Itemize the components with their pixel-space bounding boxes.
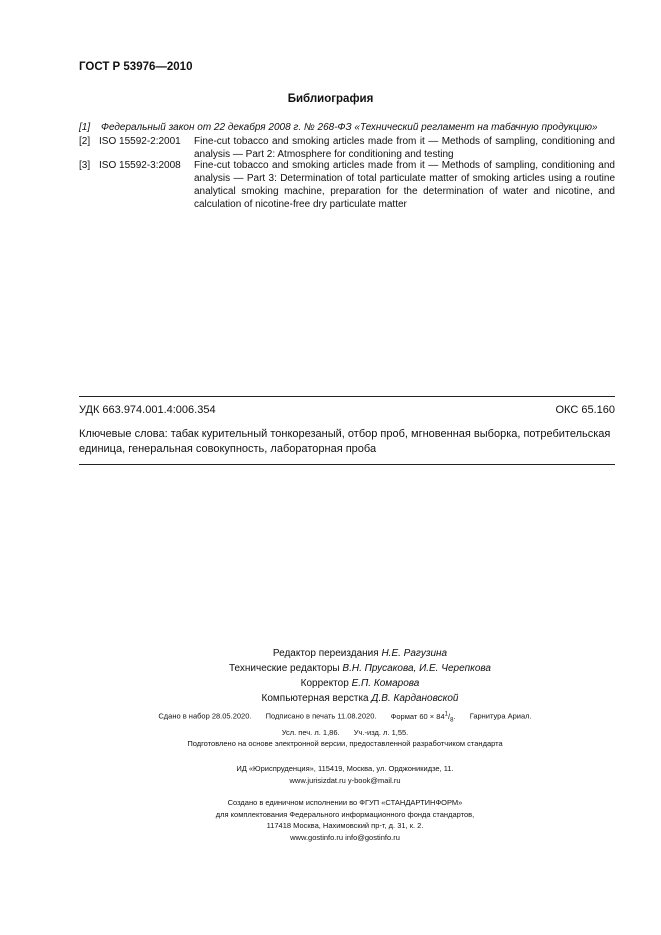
publisher-address: ИД «Юриспруденция», 115419, Москва, ул. Орджоникидзе, 11. <box>236 764 454 773</box>
publication-line-2 <box>100 727 590 739</box>
typeface: Гарнитура Ариал. <box>469 711 532 721</box>
edit-sheets: Уч.-изд. л. 1,55. <box>353 727 409 737</box>
tech-editors-names: В.Н. Прусакова, И.Е. Черепкова <box>342 663 491 674</box>
publisher-info <box>100 763 590 786</box>
entry-text: Fine-cut tobacco and smoking articles made from it — Methods of sampling, conditioning and analysis — Part 2: Atmosphere for conditioning and testing <box>194 136 615 160</box>
publisher-contacts <box>100 775 590 787</box>
typeset-date: Сдано в набор 28.05.2020. <box>158 711 252 721</box>
tech-editors-line <box>180 661 540 676</box>
udk-code: УДК 663.974.001.4:006.354 <box>79 404 216 416</box>
bibliography-title: Библиография <box>287 93 374 105</box>
printer-line-2: для комплектования Федерального информационного фонда стандартов, <box>215 809 475 819</box>
entry-code: ISO 15592-2:2001 <box>99 136 181 147</box>
bibliography-entry-1 <box>79 121 615 134</box>
editor-line <box>180 646 540 661</box>
tech-editors-label: Технические редакторы <box>228 663 340 674</box>
publication-info <box>100 709 590 738</box>
prepared-note: Подготовлено на основе электронной версии, предоставленной разработчиком стандарта <box>187 739 503 748</box>
keywords: Ключевые слова: табак курительный тонкорезаный, отбор проб, мгновенная выборка, потребительская единица, генеральная совокупность, лабораторная проба <box>79 428 611 455</box>
printer-site: www.gostinfo.ru <box>290 832 344 842</box>
entry-number: [2] <box>79 136 91 147</box>
signed-date: Подписано в печать 11.08.2020. <box>265 711 377 721</box>
entry-number: [1] <box>79 122 91 133</box>
layout-line <box>180 691 540 706</box>
standard-code: ГОСТ Р 53976—2010 <box>79 61 193 73</box>
layout-name: Д.В. Кардановской <box>371 693 459 704</box>
printer-address: 117418 Москва, Нахимовский пр-т, д. 31, к. 2. <box>266 821 424 830</box>
credits-block <box>180 646 540 706</box>
printer-line-1: Создано в единичном исполнении во ФГУП «СТАНДАРТИНФОРМ» <box>227 798 463 807</box>
divider-bottom <box>79 464 615 465</box>
printer-email: info@gostinfo.ru <box>345 832 400 842</box>
corrector-line <box>180 676 540 691</box>
corrector-label: Корректор <box>300 678 349 689</box>
bibliography-entry-2 <box>79 135 615 161</box>
print-sheets: Усл. печ. л. 1,86. <box>281 727 340 737</box>
printer-contacts <box>100 832 590 844</box>
entry-code: ISO 15592-3:2008 <box>99 160 181 171</box>
entry-number: [3] <box>79 160 91 171</box>
entry-text: Федеральный закон от 22 декабря 2008 г. № 268-ФЗ «Технический регламент на табачную продукцию» <box>101 122 598 133</box>
editor-label: Редактор переиздания <box>272 648 379 659</box>
publication-line-1 <box>100 709 590 727</box>
entry-text: Fine-cut tobacco and smoking articles made from it — Methods of sampling, conditioning and analysis — Part 3: Determination of total particulate matter of smoking articles using a routine analytical smoking machine, preparation for the determination of water and nicotine, and calculation of nicotine-free dry particulate matter <box>194 160 615 210</box>
divider-top <box>79 396 615 397</box>
publisher-site: www.jurisizdat.ru <box>289 775 346 785</box>
publisher-email: y-book@mail.ru <box>347 775 401 785</box>
editor-name: Н.Е. Рагузина <box>381 648 448 659</box>
paper-format: Формат $60 \times 84^1/_8$. <box>390 711 456 723</box>
oks-code: ОКС 65.160 <box>555 404 615 416</box>
corrector-name: Е.П. Комарова <box>351 678 420 689</box>
layout-label: Компьютерная верстка <box>261 693 369 704</box>
bibliography-entry-3 <box>79 159 615 211</box>
printer-info <box>100 797 590 843</box>
